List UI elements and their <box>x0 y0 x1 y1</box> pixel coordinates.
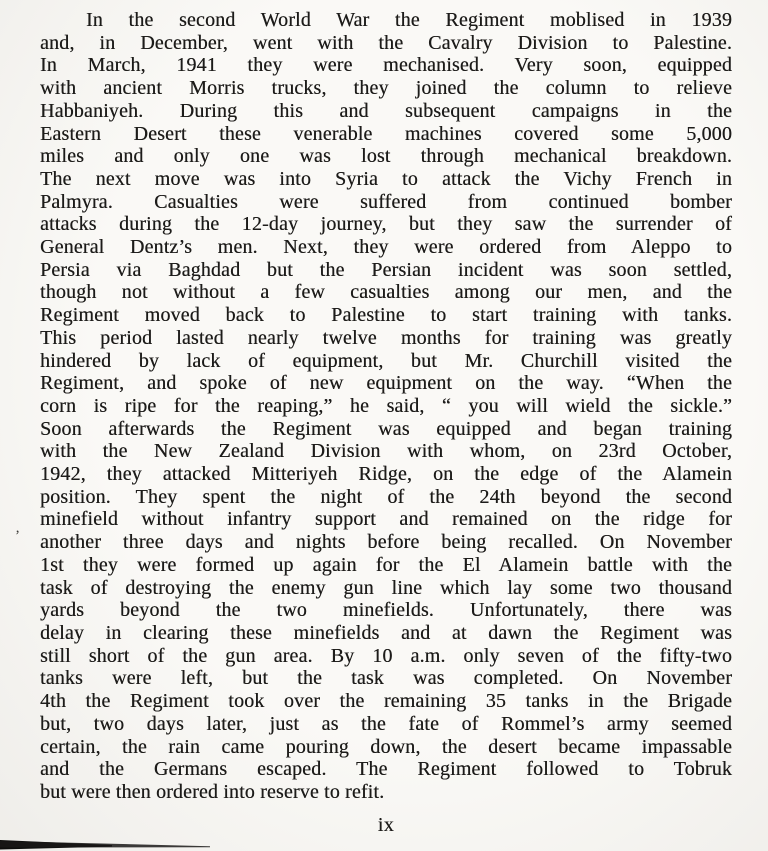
text-line: with the New Zealand Division with whom, on 23rd October, <box>40 440 732 463</box>
text-line: position. They spent the night of the 24th beyond the second <box>40 485 732 508</box>
text-line: tanks were left, but the task was completed. On November <box>40 667 732 690</box>
text-line: minefield without infantry support and remained on the ridge for <box>40 508 732 531</box>
text-line: but, two days later, just as the fate of Rommel’s army seemed <box>40 712 732 735</box>
text-line: with ancient Morris trucks, they joined the column to relieve <box>40 77 732 100</box>
text-line: and the Germans escaped. The Regiment followed to Tobruk <box>40 758 732 781</box>
text-line: task of destroying the enemy gun line which lay some two thousand <box>40 576 732 599</box>
text-line: another three days and nights before being recalled. On November <box>40 531 732 554</box>
text-line: still short of the gun area. By 10 a.m. only seven of the fifty-two <box>40 644 732 667</box>
text-line: corn is ripe for the reaping,” he said, “ you will wield the sickle.” <box>40 394 732 417</box>
text-line: In March, 1941 they were mechanised. Very soon, equipped <box>40 54 732 77</box>
text-line: certain, the rain came pouring down, the desert became impassable <box>40 735 732 758</box>
text-line: 1942, they attacked Mitteriyeh Ridge, on the edge of the Alamein <box>40 463 732 486</box>
text-line: Palmyra. Casualties were suffered from continued bomber <box>40 190 732 213</box>
text-line: but were then ordered into reserve to refit. <box>40 780 385 803</box>
text-line: 4th the Regiment took over the remaining 35 tanks in the Brigade <box>40 690 732 713</box>
text-line: delay in clearing these minefields and at dawn the Regiment was <box>40 621 732 644</box>
text-line: 1st they were formed up again for the El Alamein battle with the <box>40 553 732 576</box>
text-line: though not without a few casualties among our men, and the <box>40 281 732 304</box>
text-line: Habbaniyeh. During this and subsequent campaigns in the <box>40 99 732 122</box>
text-line: The next move was into Syria to attack the Vichy French in <box>40 167 732 190</box>
text-line: and, in December, went with the Cavalry Division to Palestine. <box>40 31 732 54</box>
text-line: Soon afterwards the Regiment was equipped and began training <box>40 417 732 440</box>
text-line: Eastern Desert these venerable machines covered some 5,000 <box>40 122 732 145</box>
text-line: miles and only one was lost through mechanical breakdown. <box>40 145 732 168</box>
text-line: General Dentz’s men. Next, they were ordered from Aleppo to <box>40 236 732 259</box>
stray-ink-mark: ’ <box>15 528 20 544</box>
text-line: Regiment, and spoke of new equipment on the way. “When the <box>40 372 732 395</box>
text-line: yards beyond the two minefields. Unfortunately, there was <box>40 599 732 622</box>
text-line: Regiment moved back to Palestine to start training with tanks. <box>40 304 732 327</box>
text-line: In the second World War the Regiment moblised in 1939 <box>86 9 732 31</box>
text-line: hindered by lack of equipment, but Mr. Churchill visited the <box>40 349 732 372</box>
paragraph <box>40 9 732 804</box>
scan-corner-artifact <box>0 837 230 851</box>
page-number: ix <box>377 814 395 836</box>
text-line: attacks during the 12-day journey, but they saw the surrender of <box>40 213 732 236</box>
text-line: Persia via Baghdad but the Persian incident was soon settled, <box>40 258 732 281</box>
text-line: This period lasted nearly twelve months for training was greatly <box>40 326 732 349</box>
